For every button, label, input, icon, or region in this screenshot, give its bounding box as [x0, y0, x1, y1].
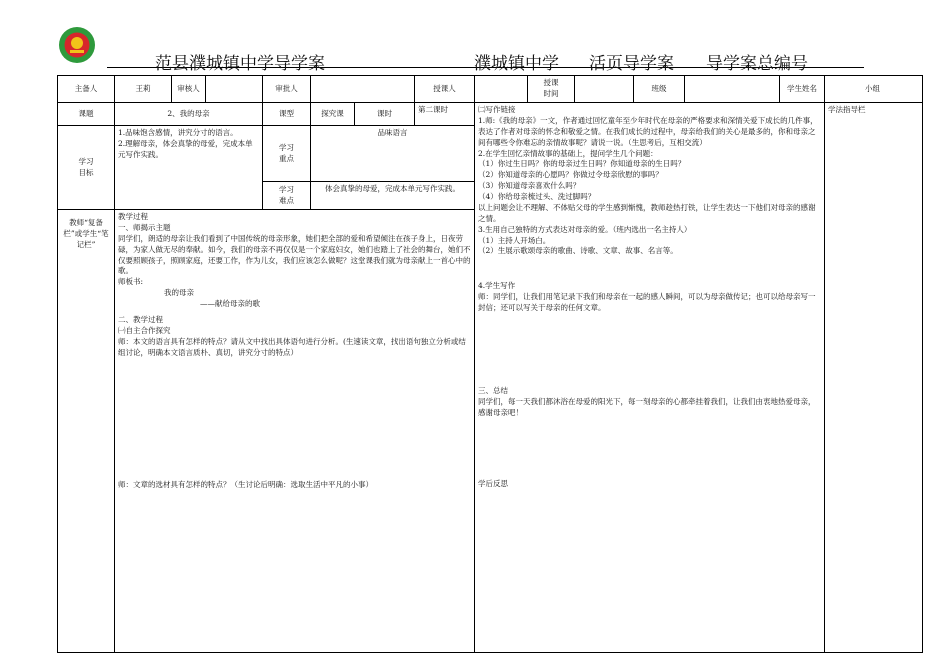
focus-value: 品味语言 — [311, 126, 475, 182]
class-label: 班级 — [634, 76, 685, 103]
period-value: 第二课时 — [415, 103, 475, 126]
type-value: 探究课 — [311, 103, 355, 126]
teacher-value[interactable] — [475, 76, 528, 103]
preparer-label: 主备人 — [58, 76, 115, 103]
student-label: 学生姓名 — [780, 76, 825, 103]
teacher-label: 授课人 — [415, 76, 475, 103]
goals-list: 1.品味饱含感情，讲究分寸的语言。 2.理解母亲，体会真挚的母爱，完成本单元写作实践。 — [115, 126, 263, 210]
time-label: 授课 时间 — [528, 76, 575, 103]
focus-label: 学习 重点 — [263, 126, 311, 182]
topic-label: 课题 — [58, 103, 115, 126]
school-logo — [58, 26, 96, 64]
preparer-value: 王莉 — [115, 76, 172, 103]
info-row — [58, 76, 923, 103]
period-label: 课时 — [355, 103, 415, 126]
class-value[interactable] — [685, 76, 780, 103]
topic-row — [58, 103, 923, 126]
approver-value[interactable] — [311, 76, 415, 103]
time-value[interactable] — [575, 76, 634, 103]
header-page-type: 活页导学案 — [589, 54, 674, 74]
group-label: 小组 — [825, 76, 923, 103]
difficulty-label: 学习 难点 — [263, 182, 311, 210]
method-column — [825, 103, 923, 653]
approver-label: 审批人 — [263, 76, 311, 103]
lesson-plan-table — [57, 75, 923, 653]
method-label: 学法指导栏 — [828, 105, 866, 114]
reviewer-value[interactable] — [206, 76, 263, 103]
left-content: 教学过程 一、师揭示主题 同学们，朗适的母亲让我们看到了中国传统的母亲形象，她们把全部的爱和希望倾注在孩子身上，日夜劳碌，为家人做无尽的奉献。如今，我们的母亲不再仅仅是一个家庭妇女，她们也踏上了社会的舞台，她们不仅要照顾孩子，照顾家庭，还要工作，作为儿女，我们应该怎么做呢？这堂课我们就为母亲献上一首心中的歌。 师板书: 我的母亲 ——献给母亲的歌 二、教学过程 ㈠自主合作探究 师：本文的语言具有怎样的特点？请从文中找出具体语句进行分析。(生速读文章，找出语句独立分析或结组讨论，明确本文语言质朴、真切，讲究分寸的特点） 师：文章的选材具有怎样的特点？（生讨论后明确：选取生活中平凡的小事） — [115, 210, 475, 653]
header-school: 濮城镇中学 — [474, 54, 559, 74]
header-serial-label: 导学案总编号 — [706, 54, 808, 74]
goals-label: 学习 目标 — [58, 126, 115, 210]
header-title: 范县濮城镇中学导学案 — [155, 54, 325, 74]
difficulty-value: 体会真挚的母爱，完成本单元写作实践。 — [311, 182, 475, 210]
reviewer-label: 审核人 — [172, 76, 206, 103]
topic-value: 2、我的母亲 — [115, 103, 263, 126]
right-content: ㈡写作链接 1.师:《我的母亲》一文，作者通过回忆童年至少年时代在母亲的严格要求和深情关爱下成长的几件事，表达了作者对母亲的怀念和敬爱之情。在我们成长的过程中，母亲给我们的关心是最多的，你和母亲之间有哪些令你难忘的亲情故事呢？请说一说。（生思考后，互相交流） 2.在学生回忆亲情故事的基础上，提问学生几个问题： （1）你过生日吗？你的母亲过生日吗？你知道母亲的生日吗？ （2）你知道母亲的心愿吗？你做过令母亲欣慰的事吗？ （3）你知道母亲喜欢什么吗？ （4）你给母亲梳过头、洗过脚吗？ 以上问题会让不理解、不体贴父母的学生感到惭愧，教师趁热打铁，让学生表达一下他们对母亲的感谢之情。 3.生用自己独特的方式表达对母亲的爱。（班内选出一名主持人） （1）主持人开场白。 （2）生展示歌颂母亲的歌曲、诗歌、文章、故事、名言等。 4.学生写作 师：同学们，让我们用笔记录下我们和母亲在一起的感人瞬间，可以为母亲做传记；也可以给母亲写一封信；还可以写关于母亲的任何文章。 三、总结 同学们，每一天我们都沐浴在母爱的阳光下，每一刻母亲的心都牵挂着我们，让我们由衷地热爱母亲，感谢母亲吧！ 学后反思 — [475, 103, 825, 653]
type-label: 课型 — [263, 103, 311, 126]
side-note: 教师“复备栏”或学生“笔记栏” — [58, 210, 115, 653]
